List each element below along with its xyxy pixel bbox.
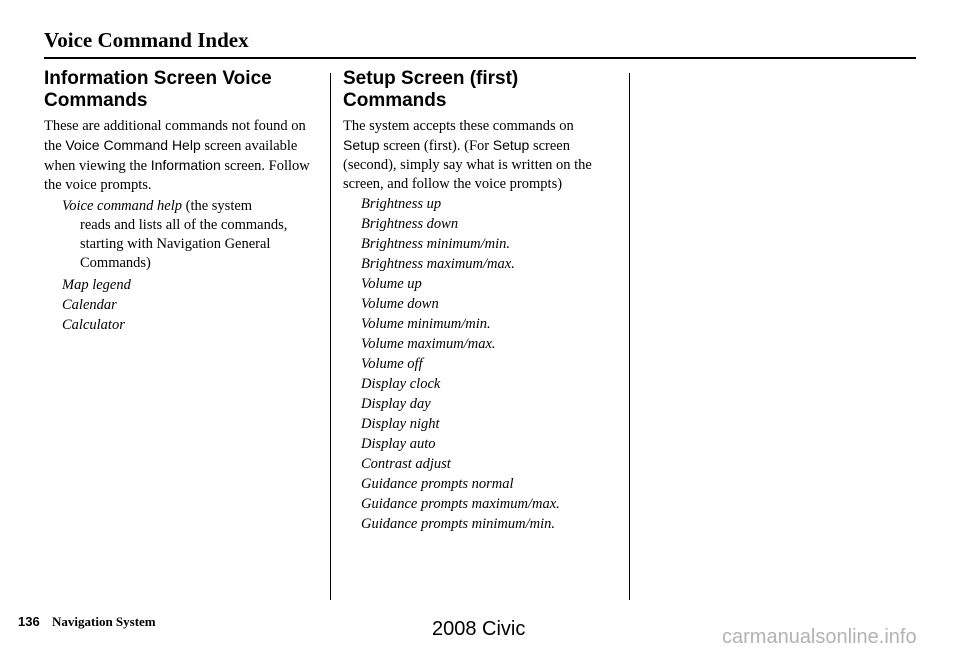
intro-text: The system accepts these commands on [343, 118, 574, 134]
setup-intro [343, 117, 609, 194]
column-divider-2 [629, 73, 630, 600]
watermark-site: carmanualsonline.info [722, 626, 917, 648]
command-item: Guidance prompts normal [361, 476, 514, 492]
title-rule [44, 57, 916, 59]
section-heading-information: Information Screen Voice Commands [44, 68, 272, 111]
command-text: Voice command help [62, 198, 182, 214]
middle-column [343, 68, 609, 535]
command-item: Display clock [361, 376, 441, 392]
command-item: Map legend [62, 277, 131, 293]
page-title: Voice Command Index [44, 28, 249, 52]
command-item: Guidance prompts maximum/max. [361, 496, 560, 512]
watermark-model: 2008 Civic [432, 618, 526, 640]
intro-screen-name: Setup [343, 137, 380, 153]
intro-screen-name: Voice Command Help [65, 137, 201, 153]
command-item: Brightness maximum/max. [361, 256, 515, 272]
command-item: Brightness down [361, 216, 459, 232]
command-item: Calendar [62, 297, 117, 313]
command-item: Contrast adjust [361, 456, 451, 472]
command-item: Calculator [62, 317, 125, 333]
command-item: Volume maximum/max. [361, 336, 496, 352]
intro-text: screen (first). (For [379, 138, 493, 154]
command-item: Brightness minimum/min. [361, 236, 511, 252]
command-item: Volume up [361, 276, 422, 292]
intro-text: screen. Follow the voice prompts. [44, 158, 310, 193]
command-item: Volume minimum/min. [361, 316, 491, 332]
command-note-continued: reads and lists all of the commands, starting with Navigation General Commands) [80, 217, 288, 271]
footer-section-label: Navigation System [52, 614, 156, 629]
intro-screen-name: Setup [492, 137, 530, 153]
command-note: (the system [182, 198, 253, 214]
intro-text: These are additional commands not found on the [44, 118, 306, 154]
command-item: Display day [361, 396, 431, 412]
command-item: Guidance prompts minimum/min. [361, 516, 555, 532]
intro-text: screen (second), simply say what is written on the screen, and follow the voice prompts) [343, 138, 592, 192]
section-heading-setup: Setup Screen (first) Commands [343, 68, 519, 111]
command-item: Display auto [361, 436, 436, 452]
page-number: 136 [18, 614, 40, 629]
command-item: Display night [361, 416, 440, 432]
command-item [62, 197, 310, 273]
information-intro [44, 117, 310, 195]
column-divider-1 [330, 73, 331, 600]
intro-screen-name: Information [150, 157, 221, 173]
left-column [44, 68, 310, 336]
intro-text: screen available when viewing the [44, 138, 298, 174]
command-item: Volume off [361, 356, 423, 372]
command-item: Volume down [361, 296, 439, 312]
command-item: Brightness up [361, 196, 442, 212]
